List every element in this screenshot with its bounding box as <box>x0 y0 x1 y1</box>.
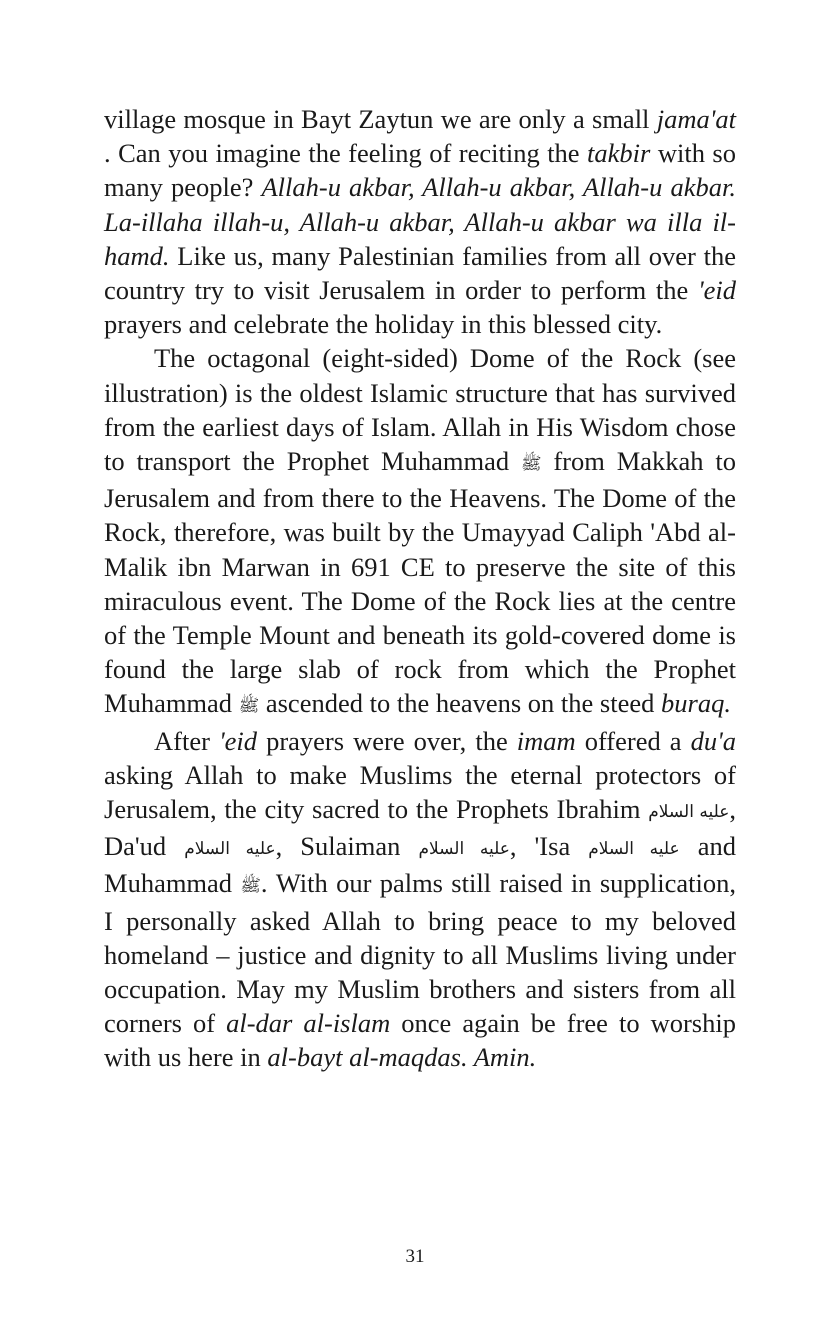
honorific-glyph: عليه السلام <box>184 839 276 859</box>
italic-term: al-dar al-islam <box>226 1008 391 1039</box>
italic-term: buraq. <box>661 688 731 719</box>
text-run: The octagonal (eight-sided) Dome of the Rock (see illustration) is the oldest Islamic structure that has survived from the earliest days of Islam. Allah in His Wisdom chose to transport the Prophet Muhammad <box>104 343 736 477</box>
honorific-glyph: عليه السلام <box>648 802 730 822</box>
text-run: offered a <box>575 725 691 756</box>
text-run: and Muhammad <box>104 831 736 899</box>
body-text <box>104 102 736 1075</box>
text-run: once again be free to worship with us here in <box>104 1008 736 1073</box>
page-number: 31 <box>405 1246 425 1267</box>
paragraph <box>104 724 736 1075</box>
honorific-glyph: ﷺ <box>240 876 261 896</box>
text-run: . With our palms still raised in supplication, I personally asked Allah to bring peace to my beloved homeland – justice and dignity to all Muslims living under occupation. May my Muslim brothers and sisters from all corners of <box>104 868 737 1039</box>
text-run: prayers and celebrate the holiday in this blessed city. <box>104 309 663 340</box>
italic-term: 'eid <box>697 275 736 306</box>
text-run: , Sulaiman <box>275 831 419 862</box>
text-run: After <box>154 725 219 756</box>
italic-term: takbir <box>587 138 651 169</box>
honorific-glyph: ﷺ <box>520 454 542 474</box>
paragraph <box>104 341 736 723</box>
text-run: ascended to the heavens on the steed <box>259 688 662 719</box>
italic-term: Allah-u akbar, Allah-u akbar, Allah-u akbar. La-illaha illah-u, Allah-u akbar, Allah-u akbar wa illa il-hamd. <box>104 172 736 271</box>
text-run: from Makkah to Jerusalem and from there to the Heavens. The Dome of the Rock, therefore, was built by the Umayyad Caliph 'Abd al-Malik ibn Marwan in 691 CE to preserve the site of this miraculous event. The Dome of the Rock lies at the centre of the Temple Mount and beneath its gold-covered dome is found the large slab of rock from which the Prophet Muhammad <box>104 446 736 719</box>
italic-term: imam <box>516 725 576 756</box>
text-run: with so many people? <box>104 138 736 203</box>
honorific-glyph: ﷺ <box>238 696 260 716</box>
text-run: village mosque in Bayt Zaytun we are only a small <box>104 104 657 134</box>
italic-term: 'eid <box>218 725 258 756</box>
honorific-glyph: عليه السلام <box>418 839 510 859</box>
text-run: asking Allah to make Muslims the eternal protectors of Jerusalem, the city sacred to the Prophets Ibrahim <box>104 759 736 825</box>
text-run: , Da'ud <box>104 794 736 862</box>
italic-term: al-bayt al-maqdas. Amin. <box>267 1042 537 1073</box>
text-run: . Can you imagine the feeling of reciting the <box>104 138 588 169</box>
paragraph <box>104 102 736 341</box>
text-run: , 'Isa <box>509 831 589 862</box>
honorific-glyph: عليه السلام <box>588 839 680 859</box>
italic-term: jama'at <box>656 104 736 134</box>
text-run: prayers were over, the <box>257 725 517 756</box>
italic-term: du'a <box>690 725 737 756</box>
text-run: Like us, many Palestinian families from all over the country try to visit Jerusalem in order to perform the <box>104 240 736 306</box>
